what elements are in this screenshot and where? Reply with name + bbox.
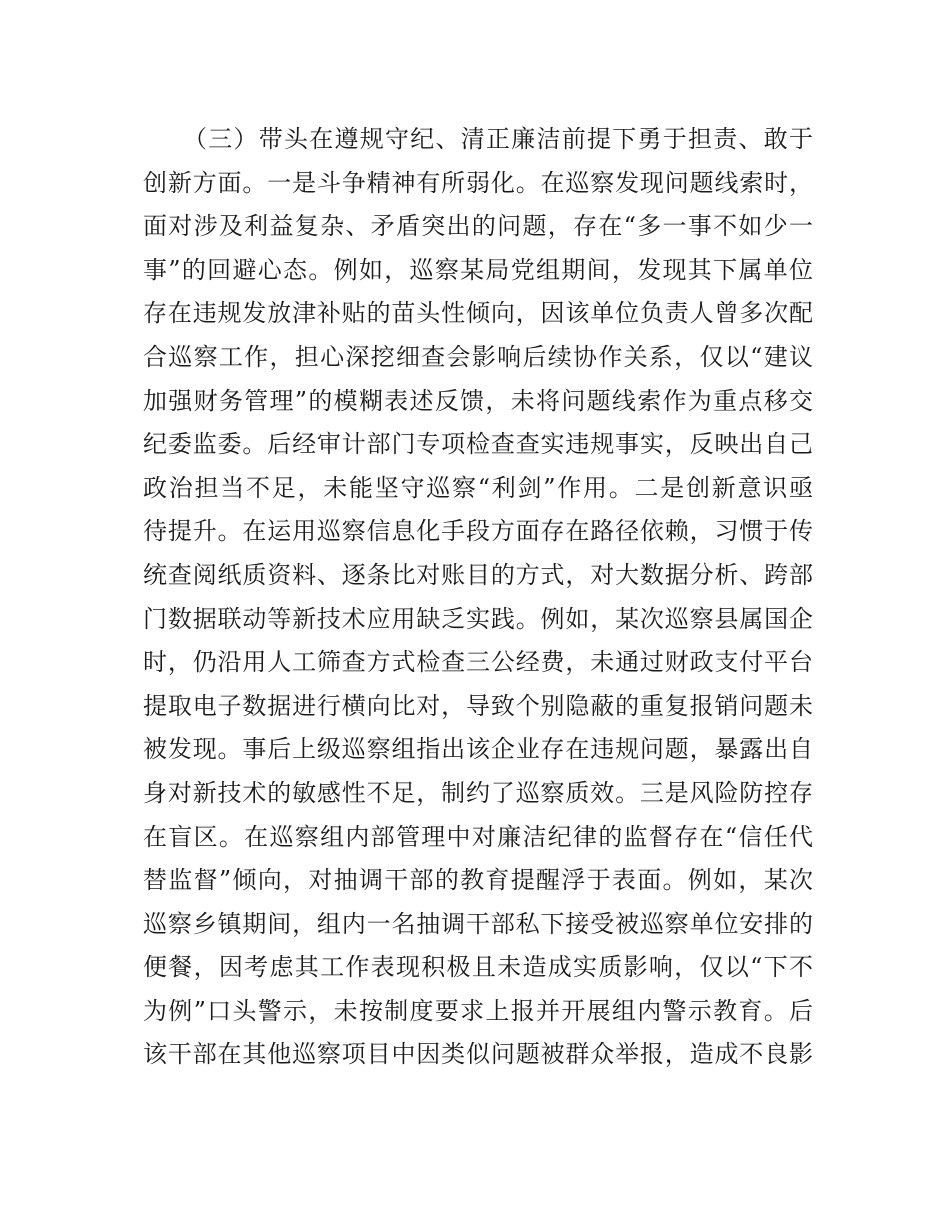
body-paragraph <box>143 118 813 1077</box>
paragraph-line: 身对新技术的敏感性不足，制约了巡察质效。三是风险防控存 <box>143 778 813 807</box>
paragraph-line: （三）带头在遵规守纪、清正廉洁前提下勇于担责、敢于 <box>183 125 813 153</box>
paragraph-line: 替监督”倾向，对抽调干部的教育提醒浮于表面。例如，某次 <box>143 866 813 895</box>
paragraph-line: 待提升。在运用巡察信息化手段方面存在路径依赖，习惯于传 <box>143 517 813 546</box>
paragraph-line: 提取电子数据进行横向比对，导致个别隐蔽的重复报销问题未 <box>143 691 813 720</box>
paragraph-line: 门数据联动等新技术应用缺乏实践。例如，某次巡察县属国企 <box>143 604 813 633</box>
paragraph-line: 政治担当不足，未能坚守巡察“利剑”作用。二是创新意识亟 <box>143 473 813 502</box>
paragraph-line: 面对涉及利益复杂、矛盾突出的问题，存在“多一事不如少一 <box>143 212 813 241</box>
paragraph-line: 统查阅纸质资料、逐条比对账目的方式，对大数据分析、跨部 <box>143 560 813 589</box>
paragraph-line: 纪委监委。后经审计部门专项检查查实违规事实，反映出自己 <box>143 430 813 459</box>
paragraph-line: 该干部在其他巡察项目中因类似问题被群众举报，造成不良影 <box>143 1040 813 1069</box>
paragraph-line: 加强财务管理”的模糊表述反馈，未将问题线索作为重点移交 <box>143 386 813 415</box>
paragraph-line: 合巡察工作，担心深挖细查会影响后续协作关系，仅以“建议 <box>143 342 813 371</box>
paragraph-line: 创新方面。一是斗争精神有所弱化。在巡察发现问题线索时， <box>143 168 813 197</box>
paragraph-line: 存在违规发放津补贴的苗头性倾向，因该单位负责人曾多次配 <box>143 299 813 328</box>
paragraph-line: 便餐，因考虑其工作表现积极且未造成实质影响，仅以“下不 <box>143 953 813 982</box>
paragraph-line: 为例”口头警示，未按制度要求上报并开展组内警示教育。后 <box>143 996 813 1025</box>
paragraph-line: 在盲区。在巡察组内部管理中对廉洁纪律的监督存在“信任代 <box>143 822 813 851</box>
paragraph-line: 被发现。事后上级巡察组指出该企业存在违规问题，暴露出自 <box>143 735 813 764</box>
paragraph-line: 时，仍沿用人工筛查方式检查三公经费，未通过财政支付平台 <box>143 648 813 677</box>
paragraph-line: 事”的回避心态。例如，巡察某局党组期间，发现其下属单位 <box>143 255 813 284</box>
paragraph-line: 巡察乡镇期间，组内一名抽调干部私下接受被巡察单位安排的 <box>143 909 813 938</box>
